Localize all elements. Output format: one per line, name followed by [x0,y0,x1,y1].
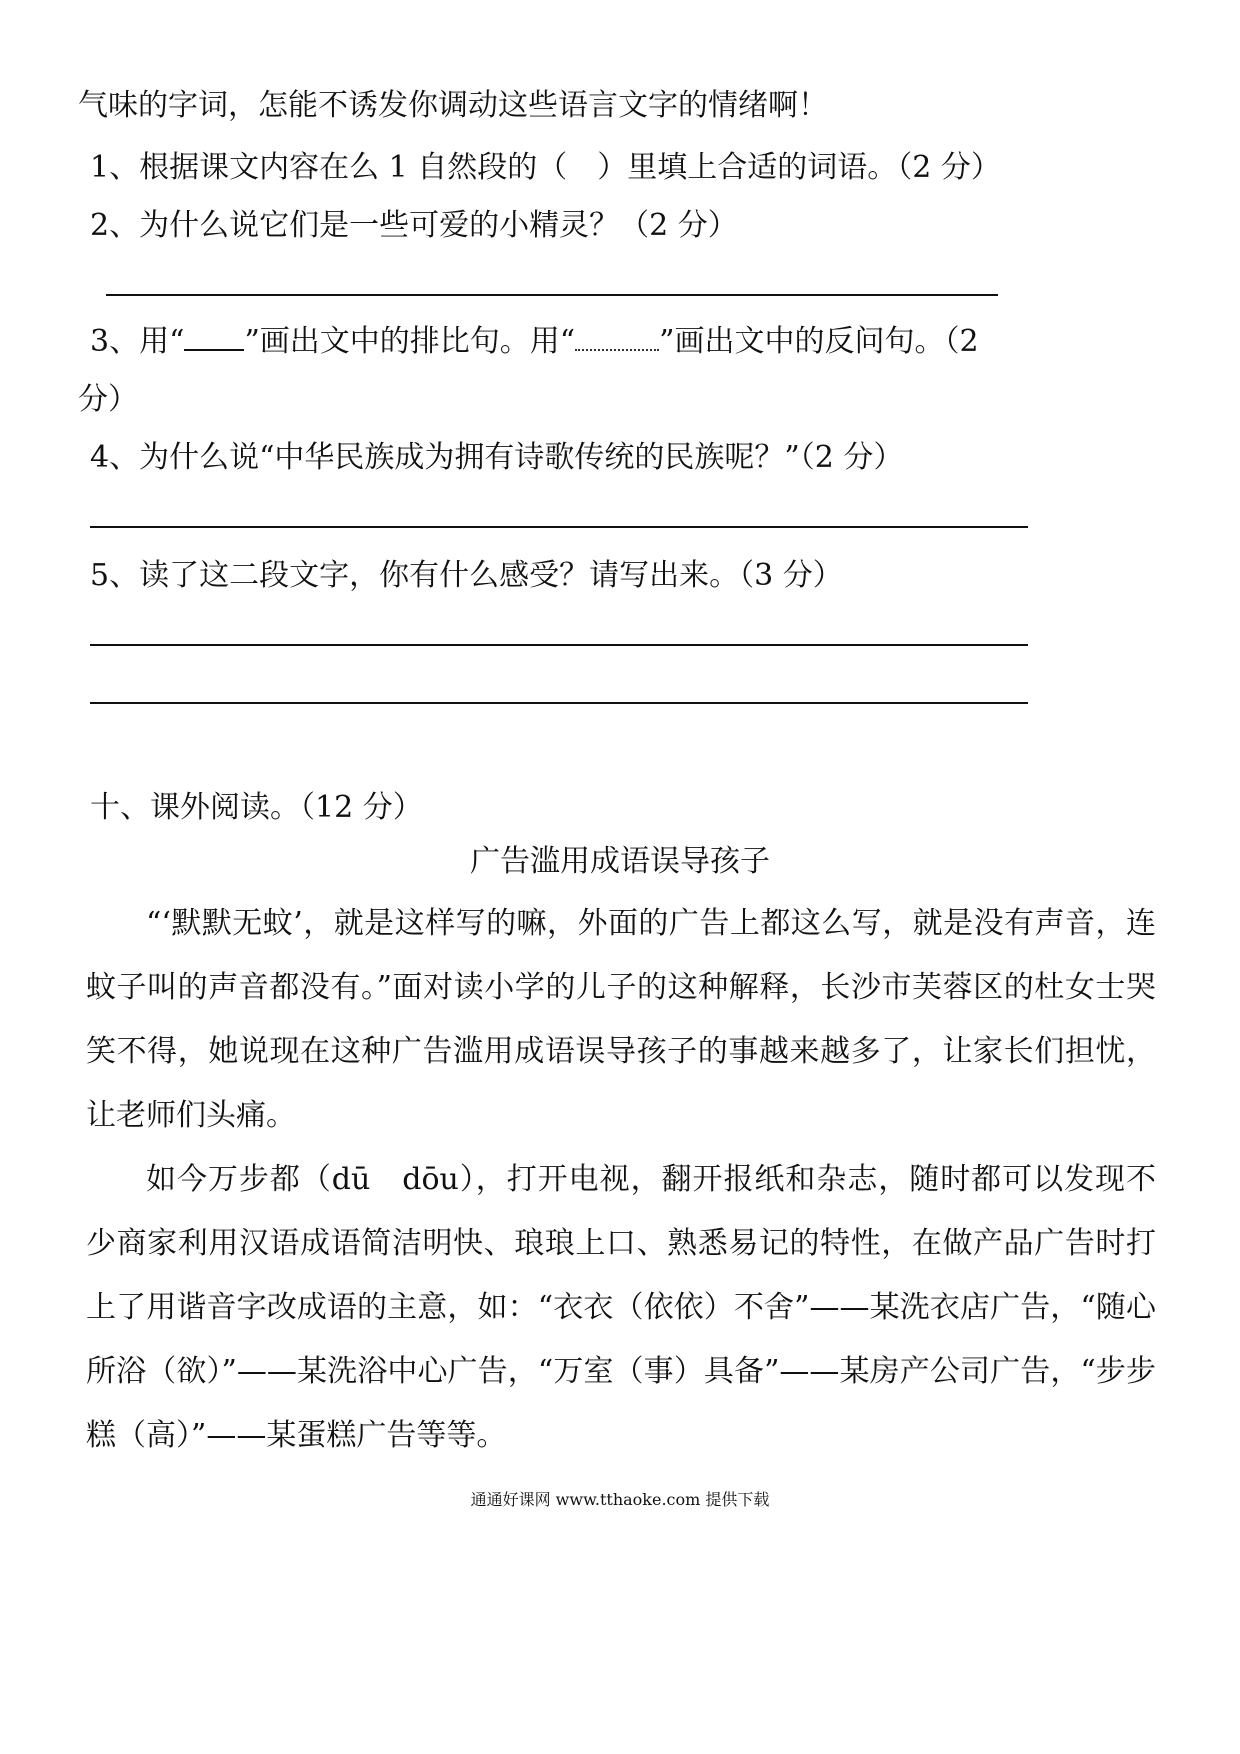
answer-line-q4[interactable] [90,526,1028,528]
question-3-part-b: ”画出文中的排比句。用“ [244,324,576,359]
section-10-heading: 十、课外阅读。（12 分） [90,790,423,825]
footer-credit: 通通好课网 www.tthaoke.com 提供下载 [470,1490,770,1509]
question-1: 1、根据课文内容在么 1 自然段的（ ）里填上合适的词语。（2 分） [90,150,1001,185]
article-title: 广告滥用成语误导孩子 [470,844,770,879]
question-3 [90,322,979,362]
question-4: 4、为什么说“中华民族成为拥有诗歌传统的民族呢？”（2 分） [90,440,904,475]
intro-line: 气味的字词，怎能不诱发你调动这些语言文字的情绪啊！ [78,88,828,123]
answer-line-q2[interactable] [106,294,998,296]
question-5: 5、读了这二段文字，你有什么感受？请写出来。（3 分） [90,558,843,593]
question-2: 2、为什么说它们是一些可爱的小精灵？（2 分） [90,208,738,243]
wavy-underline-mark [575,323,659,351]
answer-line-q5-2[interactable] [90,702,1028,704]
article-paragraph-1: “‘默默无蚊’，就是这样写的嘛，外面的广告上都这么写，就是没有声音，连蚊子叫的声音都没有。”面对读小学的儿子的这种解释，长沙市芙蓉区的杜女士哭笑不得，她说现在这种广告滥用成语误导孩子的事越来越多了，让家长们担忧，让老师们头痛。 [86,906,1156,1133]
article-paragraph-2: 如今万步都（dū dōu），打开电视，翻开报纸和杂志，随时都可以发现不少商家利用汉语成语简洁明快、琅琅上口、熟悉易记的特性，在做产品广告时打上了用谐音字改成语的主意，如：“衣衣（依依）不舍”——某洗衣店广告，“随心所浴（欲）”——某洗浴中心广告，“万室（事）具备”——某房产公司广告，“步步糕（高）”——某蛋糕广告等等。 [86,1162,1156,1453]
solid-underline-mark [184,323,244,351]
question-3-continued: 分） [78,382,138,417]
question-3-part-c: ”画出文中的反问句。（2 [659,324,979,359]
answer-line-q5-1[interactable] [90,644,1028,646]
question-3-part-a: 3、用“ [90,324,185,359]
